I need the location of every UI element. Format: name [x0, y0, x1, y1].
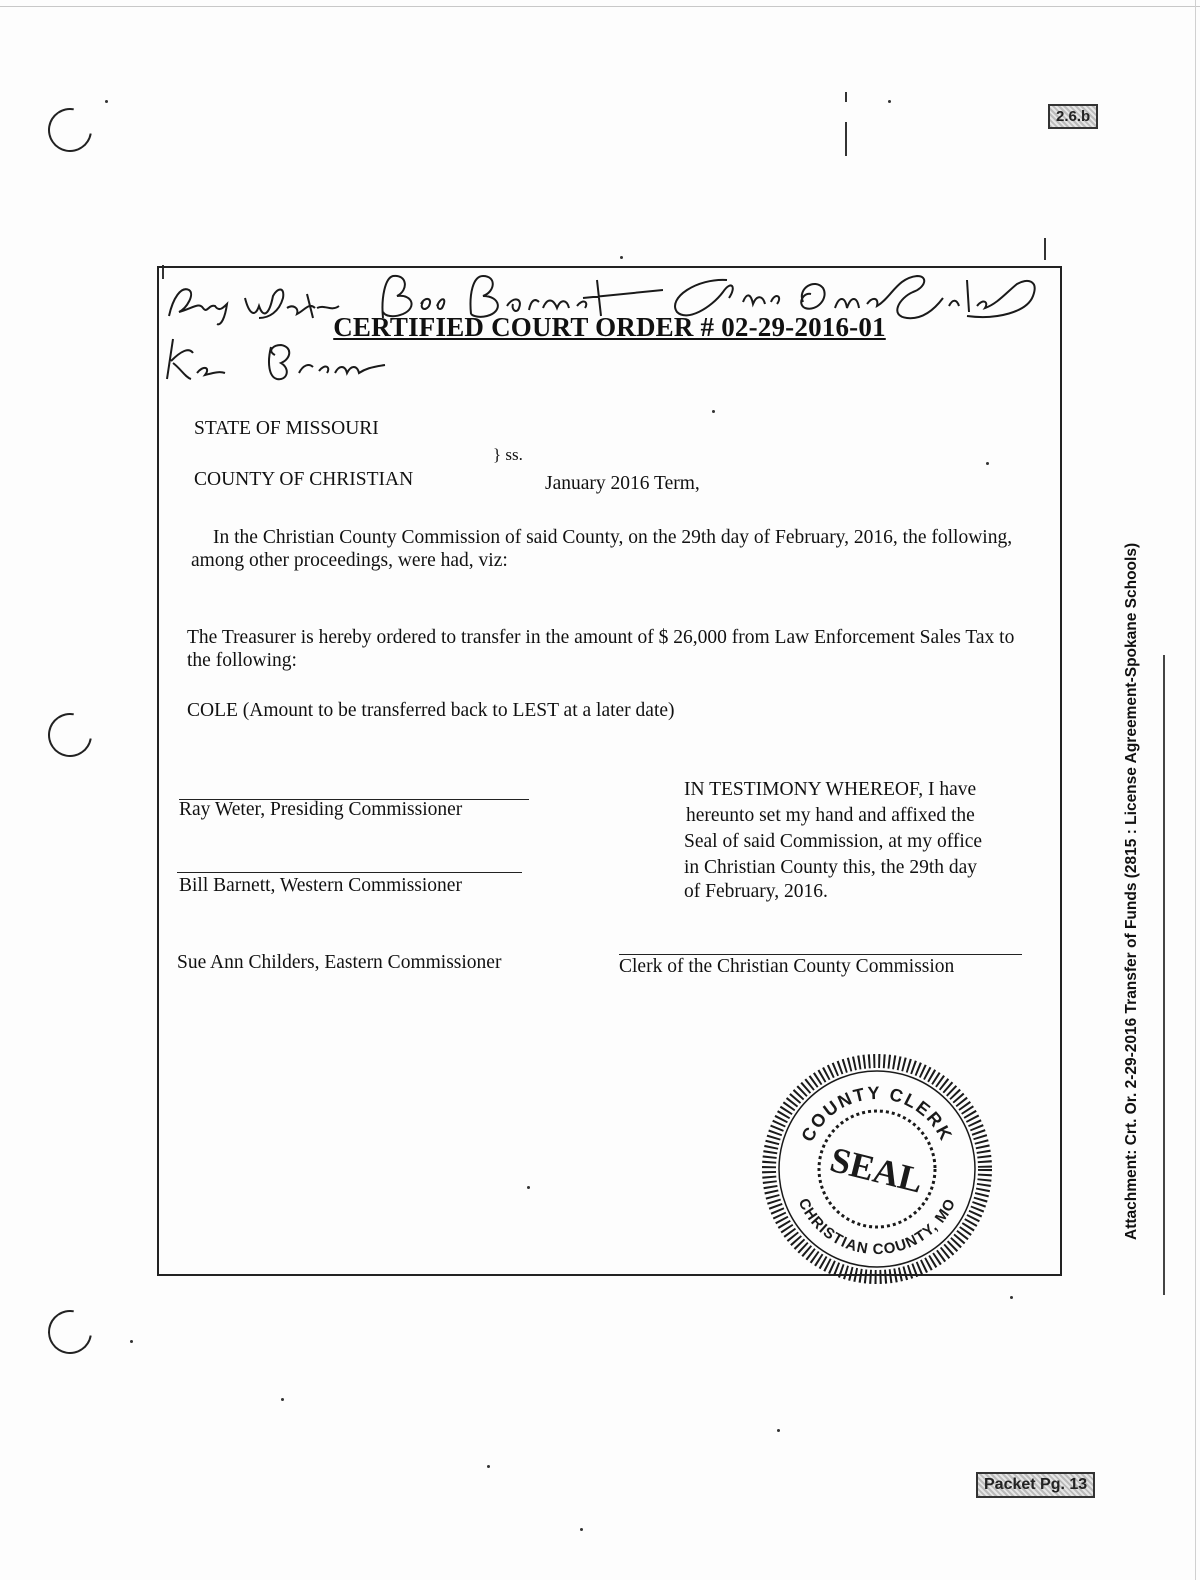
county-clerk-seal [762, 1054, 992, 1284]
punch-hole-middle [39, 704, 100, 765]
ss-bracket: } ss. [493, 445, 523, 464]
state-line: STATE OF MISSOURI [194, 418, 379, 439]
transfer-paragraph: The Treasurer is hereby ordered to transfer in the amount of $ 26,000 from Law Enforcement Sales Tax to the following: [187, 627, 1015, 671]
svg-text:COUNTY CLERK [797, 1083, 956, 1145]
clerk-title: Clerk of the Christian County Commission [619, 956, 955, 977]
county-line: COUNTY OF CHRISTIAN [194, 469, 414, 490]
testimony-line-5: of February, 2016. [684, 881, 828, 902]
testimony-line-4: in Christian County this, the 29th day [684, 857, 978, 878]
eastern-commissioner: Sue Ann Childers, Eastern Commissioner [177, 952, 502, 973]
scan-speck [130, 1340, 133, 1343]
scan-speck [487, 1465, 490, 1468]
scan-mark [845, 92, 847, 102]
scan-speck [281, 1398, 284, 1401]
scan-speck [1010, 1296, 1013, 1299]
testimony-line-2: hereunto set my hand and affixed the [686, 805, 975, 826]
attachment-badge: 2.6.b [1048, 104, 1098, 129]
order-title: CERTIFIED COURT ORDER # 02-29-2016-01 [333, 312, 886, 342]
scan-mark [1044, 238, 1046, 260]
packet-page-badge: Packet Pg. 13 [976, 1472, 1095, 1498]
page-edge-right [1195, 0, 1196, 1580]
term-line: January 2016 Term, [545, 473, 700, 494]
scan-speck [777, 1429, 780, 1432]
western-commissioner: Bill Barnett, Western Commissioner [179, 875, 462, 896]
signature-line-western [177, 872, 522, 873]
court-order-frame [157, 266, 1062, 1276]
seal-top-text: COUNTY CLERK [797, 1082, 957, 1145]
attachment-side-note: Attachment: Crt. Or. 2-29-2016 Transfer of Funds (2815 : License Agreement-Spokane Schools) [1123, 542, 1140, 1240]
scan-mark [845, 122, 847, 156]
page-edge-top [0, 6, 1200, 7]
punch-hole-bottom [39, 1301, 100, 1362]
presiding-commissioner: Ray Weter, Presiding Commissioner [179, 799, 463, 820]
intro-paragraph: In the Christian County Commission of said County, on the 29th day of February, 2016, the following, among other proceedings, were had, viz: [191, 527, 1013, 571]
cole-line: COLE (Amount to be transferred back to LEST at a later date) [187, 700, 675, 721]
punch-hole-top [39, 99, 100, 160]
testimony-line-3: Seal of said Commission, at my office [684, 831, 983, 852]
seal-bottom-text: CHRISTIAN COUNTY, MO [794, 1195, 960, 1259]
testimony-line-1: IN TESTIMONY WHEREOF, I have [684, 779, 977, 800]
side-rule [1163, 655, 1165, 1295]
signature-line-clerk [619, 954, 1022, 955]
scan-speck [888, 100, 891, 103]
scan-speck [580, 1528, 583, 1531]
seal-center-text: SEAL [826, 1139, 928, 1201]
scan-speck [105, 100, 108, 103]
scan-speck [620, 256, 623, 259]
